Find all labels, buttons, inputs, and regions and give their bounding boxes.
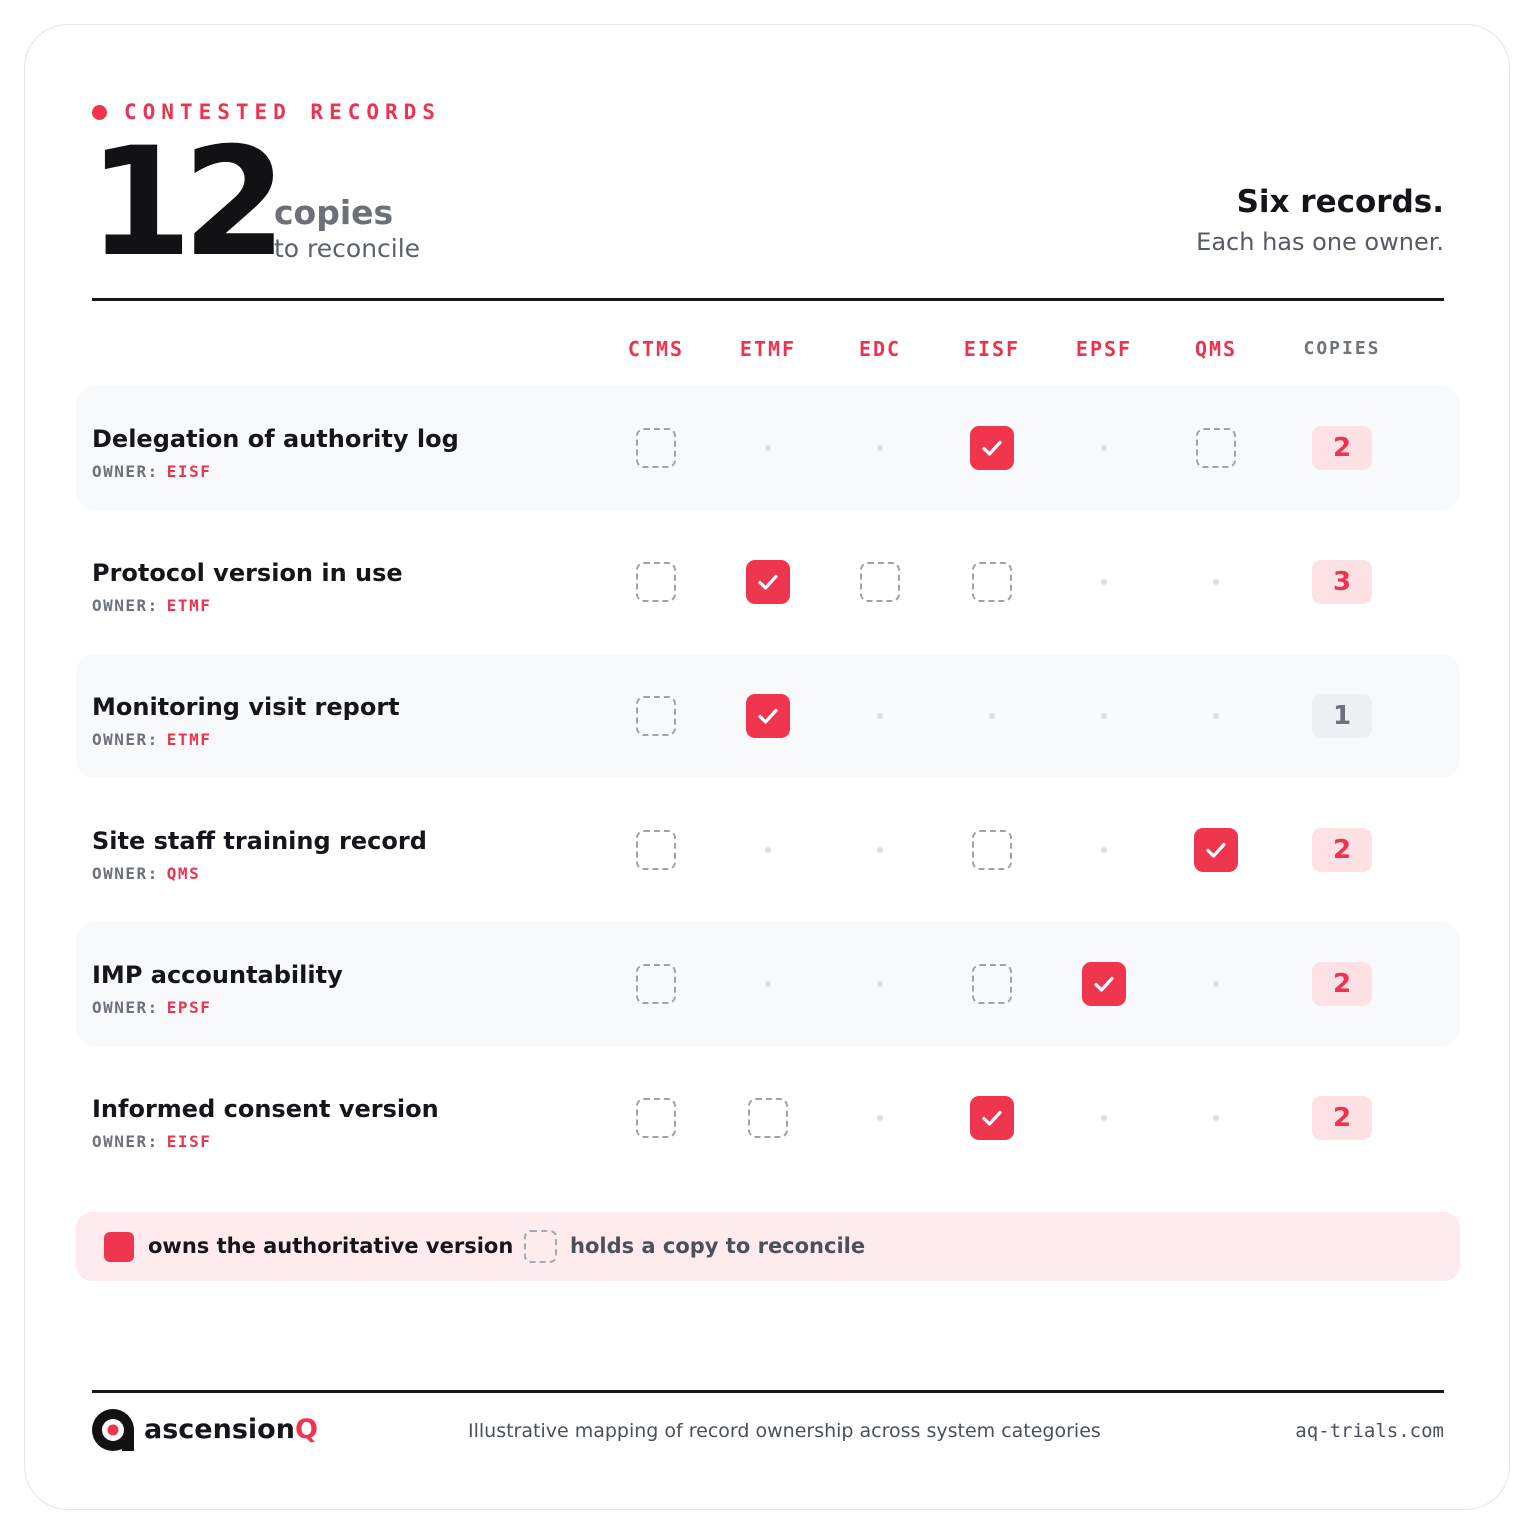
brand-main: ascension (144, 1414, 295, 1445)
empty-dot-edc (877, 981, 883, 987)
copy-box-ctms (636, 562, 676, 602)
owner-check-eisf (970, 426, 1014, 470)
copies-badge: 2 (1312, 426, 1372, 470)
empty-dot-etmf (765, 981, 771, 987)
table-row (76, 922, 1460, 1046)
empty-dot-edc (877, 445, 883, 451)
owner-label: OWNER: (92, 730, 159, 749)
column-header-epsf: EPSF (1075, 337, 1133, 361)
copy-box-ctms (636, 830, 676, 870)
copy-box-etmf (748, 1098, 788, 1138)
empty-dot-etmf (765, 445, 771, 451)
empty-dot-epsf (1101, 847, 1107, 853)
owner-check-qms (1194, 828, 1238, 872)
record-owner (92, 998, 211, 1018)
empty-dot-epsf (1101, 1115, 1107, 1121)
table-row (76, 788, 1460, 912)
owner-check-etmf (746, 560, 790, 604)
copy-box-eisf (972, 830, 1012, 870)
eyebrow-label: CONTESTED RECORDS (124, 100, 441, 124)
side-title: Six records. (1236, 184, 1444, 220)
column-header-qms: QMS (1194, 337, 1238, 361)
record-title: Monitoring visit report (92, 693, 400, 721)
empty-dot-qms (1213, 579, 1219, 585)
footer-divider (92, 1390, 1444, 1393)
check-icon (1091, 971, 1117, 997)
owner-check-epsf (1082, 962, 1126, 1006)
legend-copy-label: holds a copy to reconcile (570, 1234, 866, 1258)
empty-dot-etmf (765, 847, 771, 853)
copies-badge: 2 (1312, 828, 1372, 872)
brand-accent: Q (294, 1414, 318, 1445)
record-owner (92, 596, 211, 616)
copy-box-ctms (636, 1098, 676, 1138)
owner-label: OWNER: (92, 998, 159, 1017)
side-subtitle: Each has one owner. (1196, 228, 1444, 256)
empty-dot-qms (1213, 713, 1219, 719)
copy-box-ctms (636, 696, 676, 736)
legend (76, 1212, 1460, 1281)
empty-dot-qms (1213, 1115, 1219, 1121)
copies-badge: 2 (1312, 962, 1372, 1006)
record-owner (92, 1132, 211, 1152)
empty-dot-edc (877, 1115, 883, 1121)
empty-dot-edc (877, 847, 883, 853)
table-row (76, 1056, 1460, 1180)
copies-badge: 2 (1312, 1096, 1372, 1140)
copies-badge: 3 (1312, 560, 1372, 604)
record-title: Delegation of authority log (92, 425, 459, 453)
owner-check-eisf (970, 1096, 1014, 1140)
check-icon (979, 435, 1005, 461)
big-number-unit: copies (274, 193, 394, 232)
owner-value: ETMF (166, 730, 212, 749)
legend-owner-label: owns the authoritative version (148, 1234, 514, 1258)
copy-box-edc (860, 562, 900, 602)
column-header-etmf: ETMF (739, 337, 797, 361)
empty-dot-epsf (1101, 579, 1107, 585)
owner-label: OWNER: (92, 462, 159, 481)
copy-box-eisf (972, 562, 1012, 602)
record-owner (92, 462, 211, 482)
big-number-subtitle: to reconcile (274, 234, 421, 263)
owner-label: OWNER: (92, 864, 159, 883)
owner-label: OWNER: (92, 1132, 159, 1151)
empty-dot-eisf (989, 713, 995, 719)
owner-value: EISF (166, 1132, 212, 1151)
copies-badge: 1 (1312, 694, 1372, 738)
empty-dot-epsf (1101, 713, 1107, 719)
brand-name (144, 1412, 318, 1448)
empty-dot-qms (1213, 981, 1219, 987)
owner-value: EISF (166, 462, 212, 481)
owner-check-etmf (746, 694, 790, 738)
footer-url[interactable]: aq-trials.com (1295, 1420, 1444, 1442)
owner-swatch-icon (104, 1232, 134, 1262)
owner-label: OWNER: (92, 596, 159, 615)
check-icon (755, 569, 781, 595)
ascensionq-logo-icon (92, 1409, 134, 1451)
table-row (76, 386, 1460, 510)
owner-value: ETMF (166, 596, 212, 615)
owner-value: QMS (166, 864, 201, 883)
column-header-ctms: CTMS (627, 337, 685, 361)
record-owner (92, 730, 211, 750)
header-divider (92, 298, 1444, 301)
table-row (76, 520, 1460, 644)
copy-box-qms (1196, 428, 1236, 468)
copy-box-eisf (972, 964, 1012, 1004)
copy-swatch-icon (524, 1230, 557, 1263)
record-title: IMP accountability (92, 961, 343, 989)
owner-value: EPSF (166, 998, 212, 1017)
record-title: Site staff training record (92, 827, 427, 855)
copy-box-ctms (636, 428, 676, 468)
copy-box-ctms (636, 964, 676, 1004)
column-header-copies: COPIES (1303, 338, 1381, 359)
empty-dot-epsf (1101, 445, 1107, 451)
check-icon (1203, 837, 1229, 863)
footer-caption: Illustrative mapping of record ownership across system categories (468, 1420, 1101, 1442)
check-icon (979, 1105, 1005, 1131)
big-number: 12 (88, 116, 277, 290)
check-icon (755, 703, 781, 729)
record-title: Informed consent version (92, 1095, 439, 1123)
table-row (76, 654, 1460, 778)
record-owner (92, 864, 200, 884)
column-header-eisf: EISF (963, 337, 1021, 361)
record-title: Protocol version in use (92, 559, 403, 587)
empty-dot-edc (877, 713, 883, 719)
column-header-edc: EDC (858, 337, 902, 361)
